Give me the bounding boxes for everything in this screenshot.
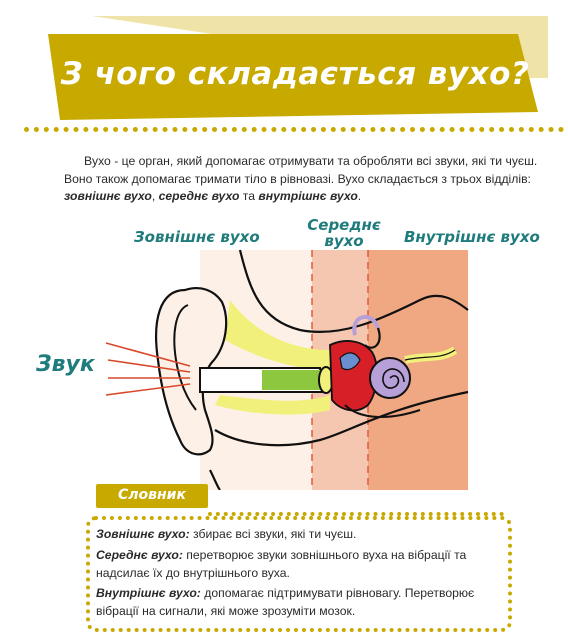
intro-text: Вухо - це орган, який допомагає отримувати та обробляти всі звуки, які ти чуєш. Воно також допомагає тримати тіло в рівновазі. Вухо складається з трьох відділів: (64, 154, 538, 186)
intro-paragraph (64, 153, 542, 206)
page-title: З чого складається вухо? (60, 56, 530, 92)
label-inner-ear: Внутрішнє вухо (404, 228, 540, 246)
label-middle-ear (302, 217, 386, 249)
ear-canal-green (262, 370, 324, 390)
glossary-item-middle (96, 546, 516, 582)
label-middle-line1: Середнє (307, 216, 381, 234)
label-outer-ear: Зовнішнє вухо (134, 228, 260, 246)
term-outer-ear: зовнішнє вухо (64, 189, 152, 203)
label-middle-line2: вухо (324, 232, 364, 250)
intro-separator: та (239, 189, 259, 203)
glossary-title: Словник (118, 487, 186, 503)
glossary-definition: допомагає підтримувати рівновагу. Перетворює вібрації на сигнали, які може зрозуміти мозок. (96, 586, 475, 618)
glossary-definition: збирає всі звуки, які ти чуєш. (189, 527, 357, 541)
intro-end: . (357, 189, 362, 203)
glossary-definition: перетворює звуки зовнішнього вуха на вібрації та надсилає їх до внутрішнього вуха. (96, 548, 467, 580)
glossary-term: Середнє вухо: (96, 548, 183, 562)
glossary-item-outer (96, 525, 516, 543)
dotted-divider (24, 127, 564, 132)
glossary-item-inner (96, 584, 516, 620)
term-inner-ear: внутрішнє вухо (258, 189, 358, 203)
glossary-term: Внутрішнє вухо: (96, 586, 201, 600)
term-middle-ear: середнє вухо (158, 189, 240, 203)
sound-label: Звук (36, 352, 95, 377)
glossary-dotted-line (208, 512, 504, 516)
intro-separator: , (151, 189, 159, 203)
glossary-term: Зовнішнє вухо: (96, 527, 190, 541)
